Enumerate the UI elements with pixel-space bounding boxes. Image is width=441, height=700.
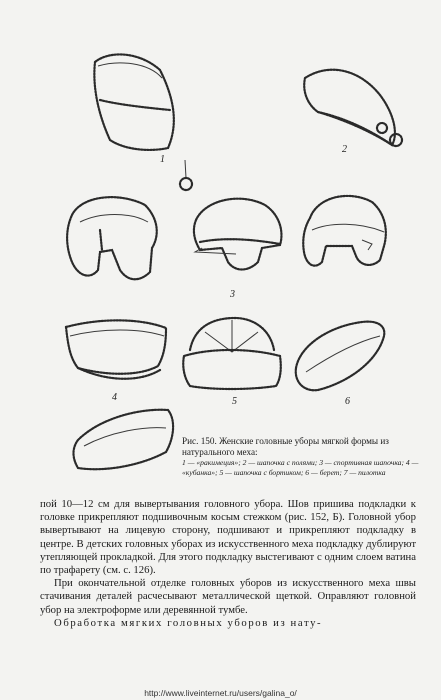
- figure-number-1: 1: [160, 154, 165, 165]
- hat-5-drawing: [183, 318, 281, 407]
- hat-3a-drawing: [67, 197, 157, 279]
- source-watermark: http://www.liveinternet.ru/users/galina_o/: [144, 688, 297, 698]
- paragraph-3: Обработка мягких головных уборов из нату-: [54, 616, 323, 629]
- paragraph-2: При окончательной отделке головных уборов из искусственного меха швы стачивания деталей расчесывают металлической щеткой. Оправляют головной убор на электроформе или деревянной тумбе.: [40, 577, 416, 616]
- hat-4-drawing: [66, 320, 166, 403]
- paragraph-1: пой 10—12 см для вывертывания головного убора. Шов пришива подкладки к головке прикрепляют подшивочным косым стежком (рис. 152, Б). Головной убор вывертывают на лицевую сторону, подшивают и прикрепляют подкладку в центре. В детских головных уборах из искусственного меха подкладку дублируют утепляющей прокладкой. Для этого подкладку выстегивают с одним слоем ватина по трафарету (см. с. 126).: [40, 498, 416, 577]
- caption-legend: 1 — «ракимеция»; 2 — шапочка с полями; 3 — спортивная шапочка; 4 — «кубанка»; 5 — шапочка с бортиком; 6 — берет; 7 — пилотка: [182, 458, 419, 477]
- figure-caption: [182, 436, 420, 477]
- figure-number-5: 5: [232, 396, 237, 407]
- hat-1-drawing: [94, 54, 192, 190]
- hat-6-drawing: [296, 322, 385, 407]
- hat-3b-drawing: [194, 199, 282, 300]
- figure-number-3: 3: [230, 289, 235, 300]
- body-text: [40, 498, 416, 630]
- hat-3c-drawing: [303, 196, 386, 266]
- hat-2-drawing: [304, 70, 402, 155]
- caption-title: Рис. 150. Женские головные уборы мягкой формы из натурального меха:: [182, 436, 389, 457]
- figure-number-2: 2: [342, 144, 347, 155]
- hat-7-drawing: [74, 410, 174, 490]
- figure-number-6: 6: [345, 396, 350, 407]
- figure-number-4: 4: [112, 392, 117, 403]
